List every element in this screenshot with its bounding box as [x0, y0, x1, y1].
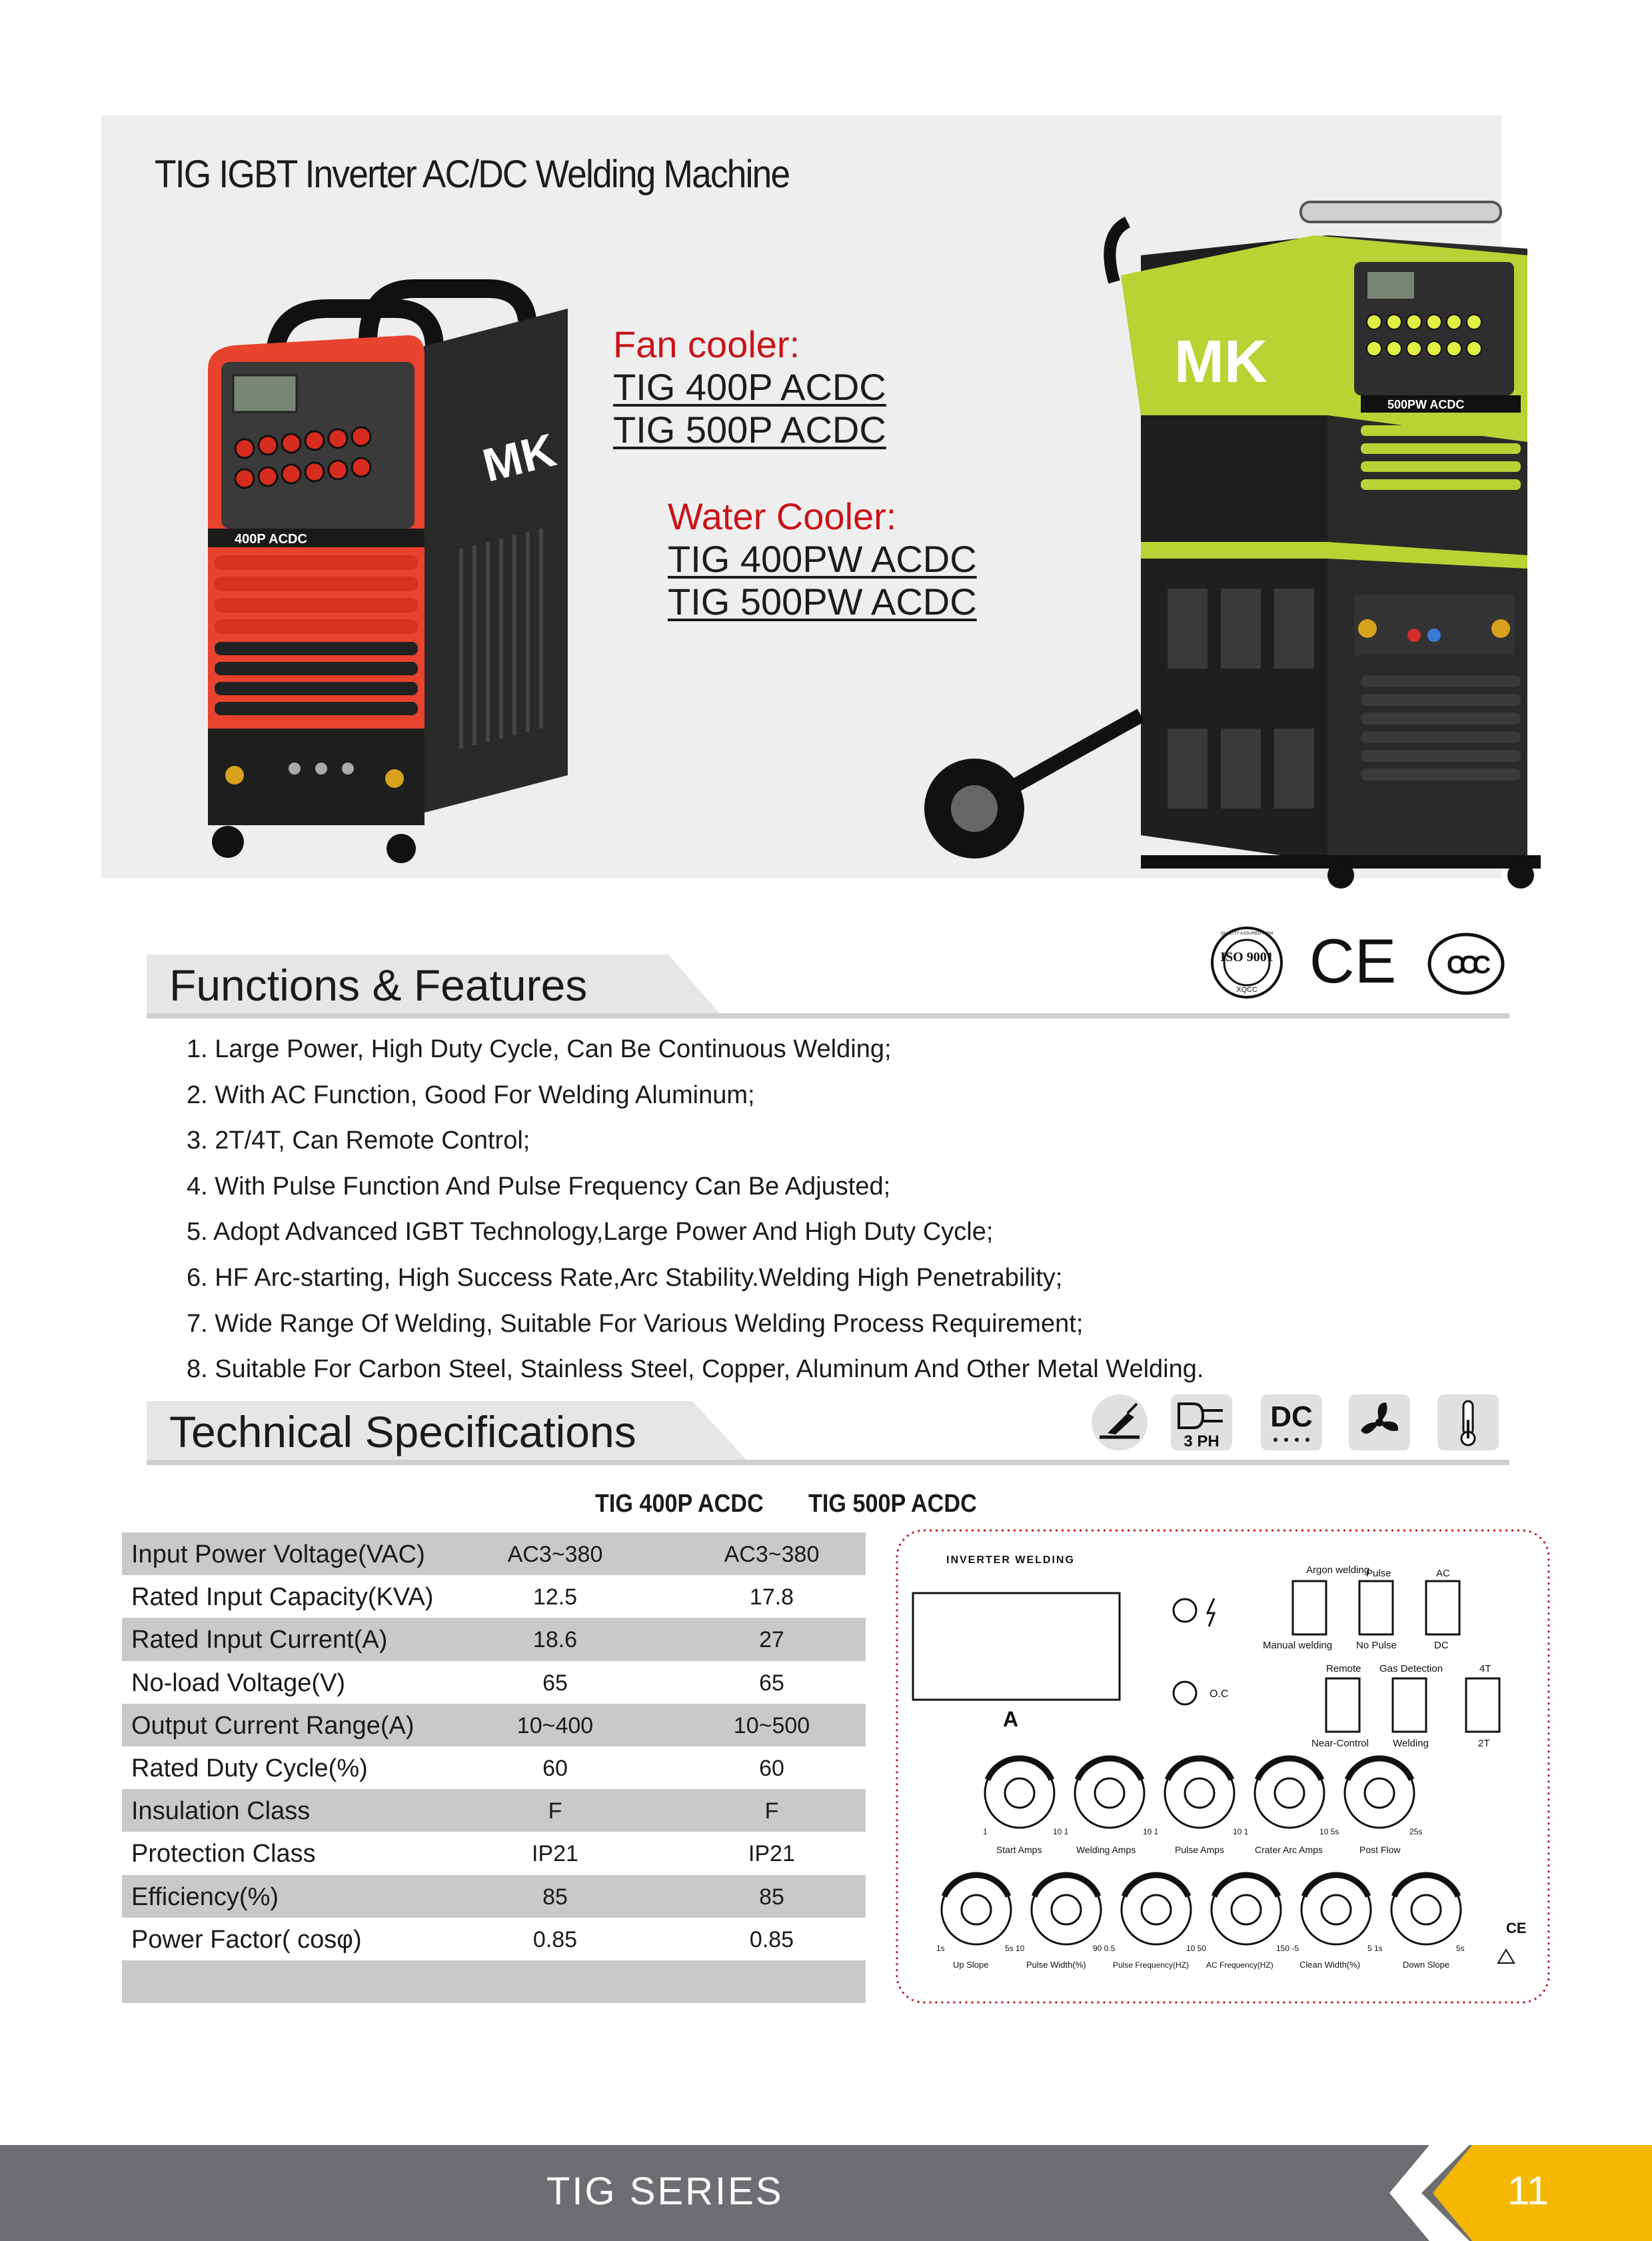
spec-value-500p: 27	[759, 1627, 784, 1653]
spec-value-500p: 10~500	[733, 1712, 810, 1738]
iso-9001-icon	[1210, 925, 1284, 1000]
fan-icon	[1347, 1393, 1411, 1452]
argon-manual-switch[interactable]	[1293, 1581, 1326, 1634]
feature-item: 1. Large Power, High Duty Cycle, Can Be Continuous Welding;	[187, 1035, 892, 1063]
spec-label: Rated Input Current(A)	[131, 1626, 388, 1654]
power-indicator	[1174, 1599, 1196, 1622]
knob2-tick: 5 1s	[1367, 1944, 1383, 1953]
spec-value-500p: 17.8	[749, 1584, 794, 1610]
iso-sub: XQCC	[1236, 986, 1257, 994]
switch-label-gas: Gas Detection	[1379, 1663, 1443, 1674]
ce-mark-icon	[1309, 926, 1397, 996]
knob-label-pulse-frequency: Pulse Frequency(HZ)	[1113, 1960, 1190, 1970]
spec-label: Insulation Class	[131, 1797, 311, 1826]
switch-label-4t: 4T	[1479, 1663, 1491, 1674]
knob2-tick: 150 -5	[1276, 1944, 1299, 1953]
switch-label-near: Near-Control	[1311, 1738, 1369, 1749]
spec-value-500p: IP21	[748, 1841, 795, 1867]
knob2-tick: 1s	[936, 1944, 945, 1953]
switch-label-nopulse: No Pulse	[1356, 1640, 1397, 1651]
up-slope-knob[interactable]	[962, 1895, 991, 1924]
spec-value-500p: 65	[759, 1670, 784, 1696]
spec-value-500p: 85	[759, 1884, 784, 1910]
feature-item: 6. HF Arc-starting, High Success Rate,Arc Stability.Welding High Penetrability;	[187, 1263, 1063, 1292]
switch-label-dc: DC	[1434, 1640, 1449, 1651]
ac-frequency-knob[interactable]	[1232, 1895, 1261, 1924]
knob2-tick: 5s	[1456, 1944, 1465, 1953]
green-machine-plate: 500PW ACDC	[1387, 398, 1465, 411]
knob-label-ac-frequency: AC Frequency(HZ)	[1206, 1960, 1273, 1970]
switch-label-pulse: Pulse	[1366, 1568, 1391, 1579]
panel-display-unit: A	[1003, 1707, 1019, 1731]
knob1-tick: 10 5s	[1319, 1827, 1339, 1836]
fan-model-2: TIG 500P ACDC	[613, 409, 886, 451]
spec-row	[122, 1875, 866, 1918]
ce-label: CE	[1309, 926, 1397, 996]
tig-torch-icon	[1088, 1393, 1152, 1452]
pulse-switch[interactable]	[1359, 1581, 1393, 1634]
feature-item: 2. With AC Function, Good For Welding Aluminum;	[187, 1081, 755, 1109]
spec-value-400p: 12.5	[532, 1584, 578, 1610]
switch-label-remote: Remote	[1326, 1663, 1361, 1674]
spec-value-400p: IP21	[532, 1841, 578, 1867]
spec-value-400p: 60	[542, 1755, 568, 1781]
water-cooler-models	[668, 495, 977, 623]
switch-label-argon: Argon welding	[1306, 1564, 1370, 1576]
spec-value-500p: AC3~380	[724, 1542, 820, 1567]
dc-label: DC	[1270, 1400, 1313, 1433]
knob1-tick: 10 1	[1143, 1827, 1159, 1836]
spec-row	[122, 1746, 866, 1789]
switch-label-welding: Welding	[1393, 1738, 1429, 1749]
knob-label-post-flow: Post Flow	[1359, 1844, 1401, 1855]
spec-label: Output Current Range(A)	[131, 1711, 414, 1740]
spec-value-400p: F	[548, 1798, 562, 1824]
ac-dc-switch[interactable]	[1426, 1581, 1459, 1634]
spec-row	[122, 1618, 866, 1660]
knob-label-up-slope: Up Slope	[953, 1960, 989, 1970]
2t-4t-switch[interactable]	[1466, 1678, 1499, 1732]
spec-row	[122, 1575, 866, 1618]
spec-label: Rated Input Capacity(KVA)	[131, 1583, 434, 1612]
spec-col-400p: TIG 400P ACDC	[595, 1490, 764, 1518]
spec-value-400p: 85	[542, 1884, 568, 1910]
iso-ring: QUALITY ASSURED FIRM	[1220, 931, 1273, 936]
spec-value-500p: 60	[759, 1755, 784, 1781]
knob-label-crater-amps: Crater Arc Amps	[1255, 1844, 1323, 1855]
knob-label-down-slope: Down Slope	[1403, 1960, 1450, 1970]
thermometer-icon	[1436, 1393, 1500, 1452]
pulse-amps-knob[interactable]	[1185, 1778, 1214, 1808]
spec-label: Power Factor( cosφ)	[131, 1925, 362, 1954]
spec-value-400p: 10~400	[516, 1712, 594, 1738]
knob-label-start-amps: Start Amps	[996, 1844, 1042, 1855]
crater-arc-amps-knob[interactable]	[1275, 1778, 1304, 1808]
spec-row	[122, 1960, 866, 2003]
knob-label-welding-amps: Welding Amps	[1076, 1844, 1136, 1855]
green-welding-machine-image	[901, 195, 1567, 889]
post-flow-knob[interactable]	[1365, 1778, 1394, 1808]
fan-cooler-models	[613, 323, 886, 451]
remote-switch[interactable]	[1326, 1678, 1359, 1732]
red-welding-machine-image	[195, 269, 621, 869]
spec-value-400p: 18.6	[532, 1627, 578, 1653]
ccc-mark-icon	[1426, 931, 1506, 997]
clean-width-knob[interactable]	[1321, 1895, 1351, 1924]
knob2-tick: 5s 10	[1005, 1944, 1025, 1953]
page-number: 11	[1507, 2168, 1549, 2213]
start-amps-knob[interactable]	[1005, 1778, 1034, 1808]
knob2-tick: 10 50	[1186, 1944, 1207, 1953]
fan-model-1: TIG 400P ACDC	[613, 366, 886, 408]
feature-item: 5. Adopt Advanced IGBT Technology,Large Power And High Duty Cycle;	[187, 1218, 994, 1246]
feature-item: 7. Wide Range Of Welding, Suitable For Various Welding Process Requirement;	[187, 1309, 1084, 1338]
spec-label: No-load Voltage(V)	[131, 1668, 346, 1697]
gas-detection-switch[interactable]	[1393, 1678, 1426, 1732]
panel-ce-mark: CE	[1506, 1920, 1527, 1936]
knob1-tick: 10 1	[1053, 1827, 1069, 1836]
water-cooler-heading: Water Cooler:	[668, 495, 897, 537]
pulse-width-knob[interactable]	[1052, 1895, 1081, 1924]
welding-amps-knob[interactable]	[1095, 1778, 1124, 1808]
fan-cooler-heading: Fan cooler:	[613, 323, 800, 365]
spec-row	[122, 1832, 866, 1874]
feature-item: 3. 2T/4T, Can Remote Control;	[187, 1126, 530, 1155]
feature-item: 4. With Pulse Function And Pulse Frequency Can Be Adjusted;	[187, 1172, 891, 1200]
footer-bar	[0, 2145, 1652, 2241]
spec-row	[122, 1661, 866, 1704]
down-slope-knob[interactable]	[1411, 1895, 1441, 1924]
spec-value-500p: 0.85	[749, 1926, 794, 1952]
knob-label-clean-width: Clean Width(%)	[1299, 1960, 1361, 1970]
red-machine-plate: 400P ACDC	[235, 532, 307, 547]
water-model-2: TIG 500PW ACDC	[668, 581, 977, 623]
spec-value-500p: F	[764, 1798, 779, 1824]
knob1-tick: 10 1	[1233, 1827, 1249, 1836]
control-panel-diagram	[893, 1526, 1553, 2006]
oc-indicator	[1174, 1682, 1196, 1704]
three-phase-icon	[1170, 1393, 1234, 1452]
three-phase-label: 3 PH	[1184, 1432, 1220, 1450]
switch-label-manual: Manual welding	[1263, 1640, 1333, 1651]
spec-col-500p: TIG 500P ACDC	[808, 1490, 977, 1518]
svg-text:MK: MK	[1174, 329, 1267, 395]
ccc-label: CCC	[1446, 951, 1486, 979]
knob-label-pulse-amps: Pulse Amps	[1175, 1844, 1224, 1855]
panel-display	[913, 1593, 1120, 1700]
pulse-frequency-knob[interactable]	[1142, 1895, 1171, 1924]
spec-label: Rated Duty Cycle(%)	[131, 1754, 368, 1782]
feature-item: 8. Suitable For Carbon Steel, Stainless Steel, Copper, Aluminum And Other Metal Welding.	[187, 1355, 1204, 1384]
spec-label: Efficiency(%)	[131, 1882, 279, 1911]
footer-series: TIG SERIES	[546, 2170, 784, 2213]
spec-row	[122, 1532, 866, 1575]
spec-label: Input Power Voltage(VAC)	[131, 1540, 425, 1568]
knob-label-pulse-width: Pulse Width(%)	[1026, 1960, 1086, 1970]
hero-title: TIG IGBT Inverter AC/DC Welding Machine	[155, 153, 790, 196]
specs-heading: Technical Specifications	[169, 1407, 636, 1456]
knob2-tick: 90 0.5	[1093, 1944, 1116, 1953]
knob1-tick: 1	[983, 1827, 988, 1836]
spec-value-400p: 65	[542, 1670, 568, 1696]
product-hero	[101, 115, 1501, 879]
spec-row	[122, 1704, 866, 1746]
spec-row	[122, 1789, 866, 1832]
switch-label-ac: AC	[1436, 1568, 1450, 1579]
iso-label: ISO 9001	[1220, 950, 1273, 965]
features-header	[147, 955, 1509, 1019]
spec-value-400p: 0.85	[532, 1926, 578, 1952]
dc-icon	[1259, 1393, 1323, 1452]
spec-column-headers	[475, 1490, 977, 1523]
oc-label: O.C	[1210, 1688, 1229, 1700]
knob1-tick: 25s	[1409, 1827, 1423, 1836]
spec-value-400p: AC3~380	[507, 1542, 603, 1567]
panel-title: INVERTER WELDING	[946, 1554, 1075, 1566]
spec-label: Protection Class	[131, 1840, 316, 1868]
switch-label-2t: 2T	[1478, 1738, 1490, 1749]
water-model-1: TIG 400PW ACDC	[668, 538, 977, 580]
features-list	[187, 1027, 1204, 1392]
svg-text:MK: MK	[477, 423, 561, 492]
spec-row	[122, 1918, 866, 1960]
features-heading: Functions & Features	[169, 961, 588, 1010]
